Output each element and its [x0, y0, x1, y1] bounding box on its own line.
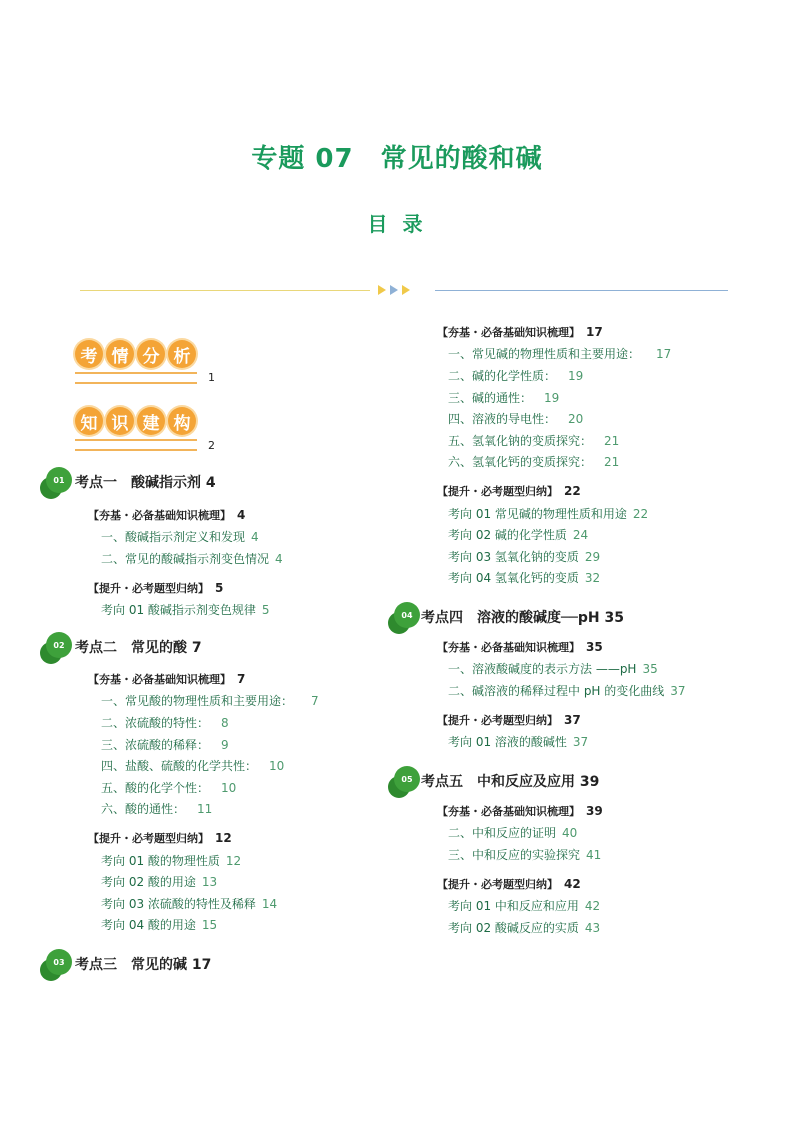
page-number: 10 — [269, 759, 285, 773]
page-number: 9 — [221, 738, 229, 752]
section-badge-structure[interactable] — [75, 407, 199, 451]
page-number: 11 — [197, 802, 213, 816]
page-number: 29 — [584, 550, 601, 564]
arrow-icon — [402, 285, 410, 295]
topic-label: 考点二 常见的酸 — [75, 640, 187, 656]
toc-item[interactable] — [448, 410, 583, 427]
badge-char: 分 — [137, 340, 165, 368]
topic-number-icon: 02 — [46, 632, 72, 658]
item-label: 六、氢氧化钙的变质探究： — [448, 455, 593, 469]
item-label: 五、氢氧化钠的变质探究： — [448, 434, 593, 448]
page-number: 21 — [604, 455, 620, 469]
item-label: 二、碱溶液的稀释过程中 pH 的变化曲线 — [448, 684, 665, 698]
page-number: 4 — [275, 552, 283, 566]
topic-label: 考点一 酸碱指示剂 — [75, 475, 201, 491]
subheading-label: 【提升・必考题型归纳】 — [437, 714, 558, 727]
page-number: 4 — [237, 508, 246, 522]
toc-item[interactable] — [448, 367, 583, 384]
page-number: 14 — [261, 897, 278, 911]
toc-item[interactable] — [101, 714, 229, 731]
toc-item[interactable] — [101, 852, 241, 869]
page-number: 2 — [208, 439, 215, 452]
toc-subheading[interactable] — [437, 712, 581, 728]
badge-char: 知 — [75, 407, 103, 435]
item-label: 二、浓硫酸的特性： — [101, 716, 210, 730]
badge-underline — [75, 372, 197, 384]
subheading-label: 【夯基・必备基础知识梳理】 — [437, 326, 580, 339]
page-number: 42 — [564, 877, 581, 891]
toc-item[interactable] — [101, 873, 217, 890]
toc-item[interactable] — [448, 824, 577, 841]
toc-item[interactable] — [101, 757, 284, 774]
toc-item[interactable] — [448, 345, 671, 362]
section-badge-analysis[interactable] — [75, 340, 199, 384]
toc-item[interactable] — [101, 692, 319, 709]
topic-number-icon: 03 — [46, 949, 72, 975]
toc-item[interactable] — [448, 432, 619, 449]
page-number: 43 — [584, 921, 601, 935]
topic-number-icon: 04 — [394, 602, 420, 628]
page-number: 4 — [251, 530, 259, 544]
item-label: 三、中和反应的实验探究 — [448, 848, 581, 862]
badge-char: 建 — [137, 407, 165, 435]
page-number: 7 — [311, 694, 319, 708]
toc-item[interactable] — [448, 682, 686, 699]
item-label: 考向 04 酸的用途 — [101, 918, 196, 932]
page-title: 专题 07 常见的酸和碱 — [251, 144, 543, 174]
page-number: 5 — [215, 581, 224, 595]
page-number: 41 — [586, 848, 602, 862]
toc-item[interactable] — [448, 569, 600, 586]
item-label: 六、酸的通性： — [101, 802, 186, 816]
page-number: 12 — [225, 854, 242, 868]
subheading-label: 【提升・必考题型归纳】 — [88, 832, 209, 845]
item-label: 考向 02 碱的化学性质 — [448, 528, 567, 542]
toc-item[interactable] — [448, 733, 588, 750]
toc-item[interactable] — [101, 601, 270, 618]
toc-subheading[interactable] — [88, 671, 245, 687]
page-number: 4 — [205, 475, 216, 491]
page-number: 37 — [670, 684, 686, 698]
badge-char: 情 — [106, 340, 134, 368]
item-label: 四、盐酸、硫酸的化学共性： — [101, 759, 258, 773]
item-label: 考向 01 常见碱的物理性质和用途 — [448, 507, 627, 521]
toc-item[interactable] — [448, 897, 600, 914]
toc-item[interactable] — [448, 453, 619, 470]
page-number: 24 — [572, 528, 589, 542]
subheading-label: 【提升・必考题型归纳】 — [88, 582, 209, 595]
toc-subheading[interactable] — [437, 324, 603, 340]
page-number: 39 — [579, 774, 600, 790]
toc-subheading[interactable] — [437, 483, 581, 499]
subheading-label: 【夯基・必备基础知识梳理】 — [88, 673, 231, 686]
page-number: 42 — [584, 899, 601, 913]
toc-item[interactable] — [101, 895, 277, 912]
topic-label: 考点四 溶液的酸碱度──pH — [421, 610, 600, 626]
arrow-icon — [390, 285, 398, 295]
toc-item[interactable] — [448, 389, 559, 406]
toc-topic-5[interactable] — [421, 771, 599, 791]
item-label: 考向 02 酸的用途 — [101, 875, 196, 889]
toc-topic-1[interactable] — [75, 472, 216, 492]
topic-number-icon: 05 — [394, 766, 420, 792]
item-label: 考向 01 中和反应和应用 — [448, 899, 579, 913]
item-label: 一、酸碱指示剂定义和发现 — [101, 530, 246, 544]
page-number: 19 — [544, 391, 560, 405]
page-number: 17 — [656, 347, 672, 361]
item-label: 一、常见酸的物理性质和主要用途： — [101, 694, 294, 708]
topic-label: 考点三 常见的碱 — [75, 957, 187, 973]
toc-item[interactable] — [448, 526, 588, 543]
toc-item[interactable] — [448, 919, 600, 936]
item-label: 考向 03 浓硫酸的特性及稀释 — [101, 897, 256, 911]
item-label: 二、常见的酸碱指示剂变色情况 — [101, 552, 270, 566]
item-label: 二、碱的化学性质： — [448, 369, 557, 383]
badge-underline — [75, 439, 197, 451]
page-number: 15 — [201, 918, 218, 932]
item-label: 考向 01 溶液的酸碱性 — [448, 735, 567, 749]
badge-char: 析 — [168, 340, 196, 368]
page-number: 17 — [586, 325, 603, 339]
item-label: 一、常见碱的物理性质和主要用途： — [448, 347, 641, 361]
page-number: 7 — [237, 672, 246, 686]
page-number: 10 — [221, 781, 237, 795]
toc-topic-4[interactable] — [421, 607, 624, 627]
page-number: 37 — [572, 735, 589, 749]
toc-subheading[interactable] — [437, 803, 603, 819]
badge-char: 构 — [168, 407, 196, 435]
toc-item[interactable] — [101, 736, 229, 753]
toc-item[interactable] — [448, 548, 600, 565]
toc-item[interactable] — [101, 916, 217, 933]
toc-item[interactable] — [448, 505, 648, 522]
page-number: 17 — [191, 957, 212, 973]
toc-topic-3[interactable] — [75, 954, 211, 974]
toc-topic-2[interactable] — [75, 637, 202, 657]
toc-item[interactable] — [101, 779, 236, 796]
page-number: 39 — [586, 804, 603, 818]
toc-subheading[interactable] — [88, 507, 245, 523]
page-number: 7 — [191, 640, 202, 656]
topic-label: 考点五 中和反应及应用 — [421, 774, 575, 790]
item-label: 考向 01 酸碱指示剂变色规律 — [101, 603, 256, 617]
toc-item[interactable] — [101, 550, 283, 567]
subheading-label: 【夯基・必备基础知识梳理】 — [88, 509, 231, 522]
page-number: 37 — [564, 713, 581, 727]
page-number: 22 — [632, 507, 649, 521]
toc-subheading[interactable] — [437, 876, 581, 892]
page-number: 12 — [215, 831, 232, 845]
subheading-label: 【提升・必考题型归纳】 — [437, 485, 558, 498]
item-label: 考向 01 酸的物理性质 — [101, 854, 220, 868]
arrow-icon — [378, 285, 386, 295]
page-number: 35 — [642, 662, 658, 676]
item-label: 考向 03 氢氧化钠的变质 — [448, 550, 579, 564]
page-number: 21 — [604, 434, 620, 448]
item-label: 五、酸的化学个性： — [101, 781, 210, 795]
page-number: 35 — [586, 640, 603, 654]
toc-subheading[interactable] — [437, 639, 603, 655]
page-number: 13 — [201, 875, 218, 889]
toc-item[interactable] — [448, 846, 601, 863]
page-number: 32 — [584, 571, 601, 585]
subheading-label: 【提升・必考题型归纳】 — [437, 878, 558, 891]
divider-right — [435, 290, 728, 291]
page-number: 1 — [208, 371, 215, 384]
page-number: 5 — [261, 603, 270, 617]
badge-char: 识 — [106, 407, 134, 435]
topic-number-icon: 01 — [46, 467, 72, 493]
page-number: 19 — [568, 369, 584, 383]
toc-item[interactable] — [101, 800, 212, 817]
badge-char: 考 — [75, 340, 103, 368]
toc-heading: 目 录 — [367, 212, 427, 236]
item-label: 一、溶液酸碱度的表示方法 ——pH — [448, 662, 637, 676]
toc-subheading[interactable] — [88, 830, 232, 846]
page-number: 40 — [562, 826, 578, 840]
toc-item[interactable] — [101, 528, 259, 545]
toc-item[interactable] — [448, 660, 658, 677]
item-label: 二、中和反应的证明 — [448, 826, 557, 840]
item-label: 三、浓硫酸的稀释： — [101, 738, 210, 752]
divider-left — [80, 290, 370, 291]
page-number: 20 — [568, 412, 584, 426]
item-label: 四、溶液的导电性： — [448, 412, 557, 426]
page-number: 8 — [221, 716, 229, 730]
page-number: 35 — [604, 610, 624, 626]
page-number: 22 — [564, 484, 581, 498]
toc-subheading[interactable] — [88, 580, 223, 596]
item-label: 考向 04 氢氧化钙的变质 — [448, 571, 579, 585]
item-label: 三、碱的通性： — [448, 391, 533, 405]
item-label: 考向 02 酸碱反应的实质 — [448, 921, 579, 935]
subheading-label: 【夯基・必备基础知识梳理】 — [437, 641, 580, 654]
subheading-label: 【夯基・必备基础知识梳理】 — [437, 805, 580, 818]
